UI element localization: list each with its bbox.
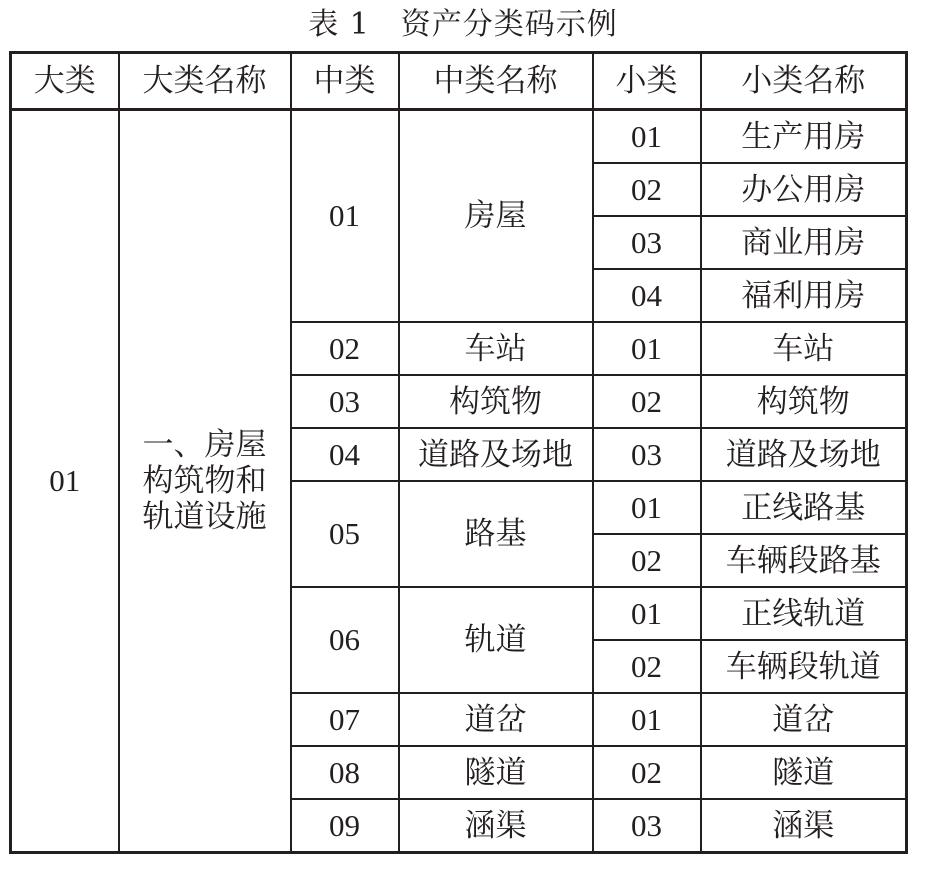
sub-name-cell: 构筑物 [701, 375, 907, 428]
sub-name-cell: 正线轨道 [701, 587, 907, 640]
header-row [11, 53, 907, 110]
sub-code-cell: 02 [593, 640, 701, 693]
sub-name-cell: 车辆段路基 [701, 534, 907, 587]
sub-code-cell: 01 [593, 110, 701, 164]
header-mid-code: 中类 [291, 53, 399, 110]
table-body [11, 110, 907, 853]
header-major-code: 大类 [11, 53, 119, 110]
mid-code-cell: 03 [291, 375, 399, 428]
mid-name-cell: 轨道 [399, 587, 593, 693]
mid-name-cell: 房屋 [399, 110, 593, 323]
sub-code-cell: 02 [593, 163, 701, 216]
mid-code-cell: 07 [291, 693, 399, 746]
sub-name-cell: 商业用房 [701, 216, 907, 269]
major-name-line: 构筑物和 [142, 463, 267, 499]
sub-code-cell: 01 [593, 481, 701, 534]
mid-code-cell: 09 [291, 799, 399, 853]
major-name-cell [119, 110, 291, 853]
mid-name-cell: 路基 [399, 481, 593, 587]
major-name-line: 轨道设施 [142, 499, 267, 535]
mid-code-cell: 06 [291, 587, 399, 693]
mid-name-cell: 隧道 [399, 746, 593, 799]
sub-code-cell: 01 [593, 322, 701, 375]
mid-code-cell: 02 [291, 322, 399, 375]
asset-classification-table [9, 51, 908, 854]
mid-name-cell: 涵渠 [399, 799, 593, 853]
mid-code-cell: 01 [291, 110, 399, 323]
mid-name-cell: 车站 [399, 322, 593, 375]
sub-code-cell: 02 [593, 375, 701, 428]
sub-code-cell: 04 [593, 269, 701, 322]
mid-name-cell: 道岔 [399, 693, 593, 746]
sub-code-cell: 03 [593, 216, 701, 269]
header-sub-name: 小类名称 [701, 53, 907, 110]
mid-code-cell: 05 [291, 481, 399, 587]
sub-code-cell: 02 [593, 534, 701, 587]
sub-code-cell: 03 [593, 799, 701, 853]
sub-name-cell: 道路及场地 [701, 428, 907, 481]
sub-name-cell: 隧道 [701, 746, 907, 799]
header-mid-name: 中类名称 [399, 53, 593, 110]
header-major-name: 大类名称 [119, 53, 291, 110]
sub-name-cell: 道岔 [701, 693, 907, 746]
sub-code-cell: 01 [593, 693, 701, 746]
sub-name-cell: 正线路基 [701, 481, 907, 534]
sub-name-cell: 车辆段轨道 [701, 640, 907, 693]
header-sub-code: 小类 [593, 53, 701, 110]
sub-name-cell: 福利用房 [701, 269, 907, 322]
table-row [11, 110, 907, 164]
sub-name-cell: 办公用房 [701, 163, 907, 216]
mid-code-cell: 04 [291, 428, 399, 481]
mid-name-cell: 道路及场地 [399, 428, 593, 481]
sub-code-cell: 02 [593, 746, 701, 799]
major-name-line: 一、房屋 [142, 427, 267, 463]
mid-code-cell: 08 [291, 746, 399, 799]
sub-name-cell: 涵渠 [701, 799, 907, 853]
sub-name-cell: 生产用房 [701, 110, 907, 164]
major-code-cell: 01 [11, 110, 119, 853]
table-title: 表 1 资产分类码示例 [308, 7, 618, 42]
sub-code-cell: 01 [593, 587, 701, 640]
sub-code-cell: 03 [593, 428, 701, 481]
mid-name-cell: 构筑物 [399, 375, 593, 428]
sub-name-cell: 车站 [701, 322, 907, 375]
